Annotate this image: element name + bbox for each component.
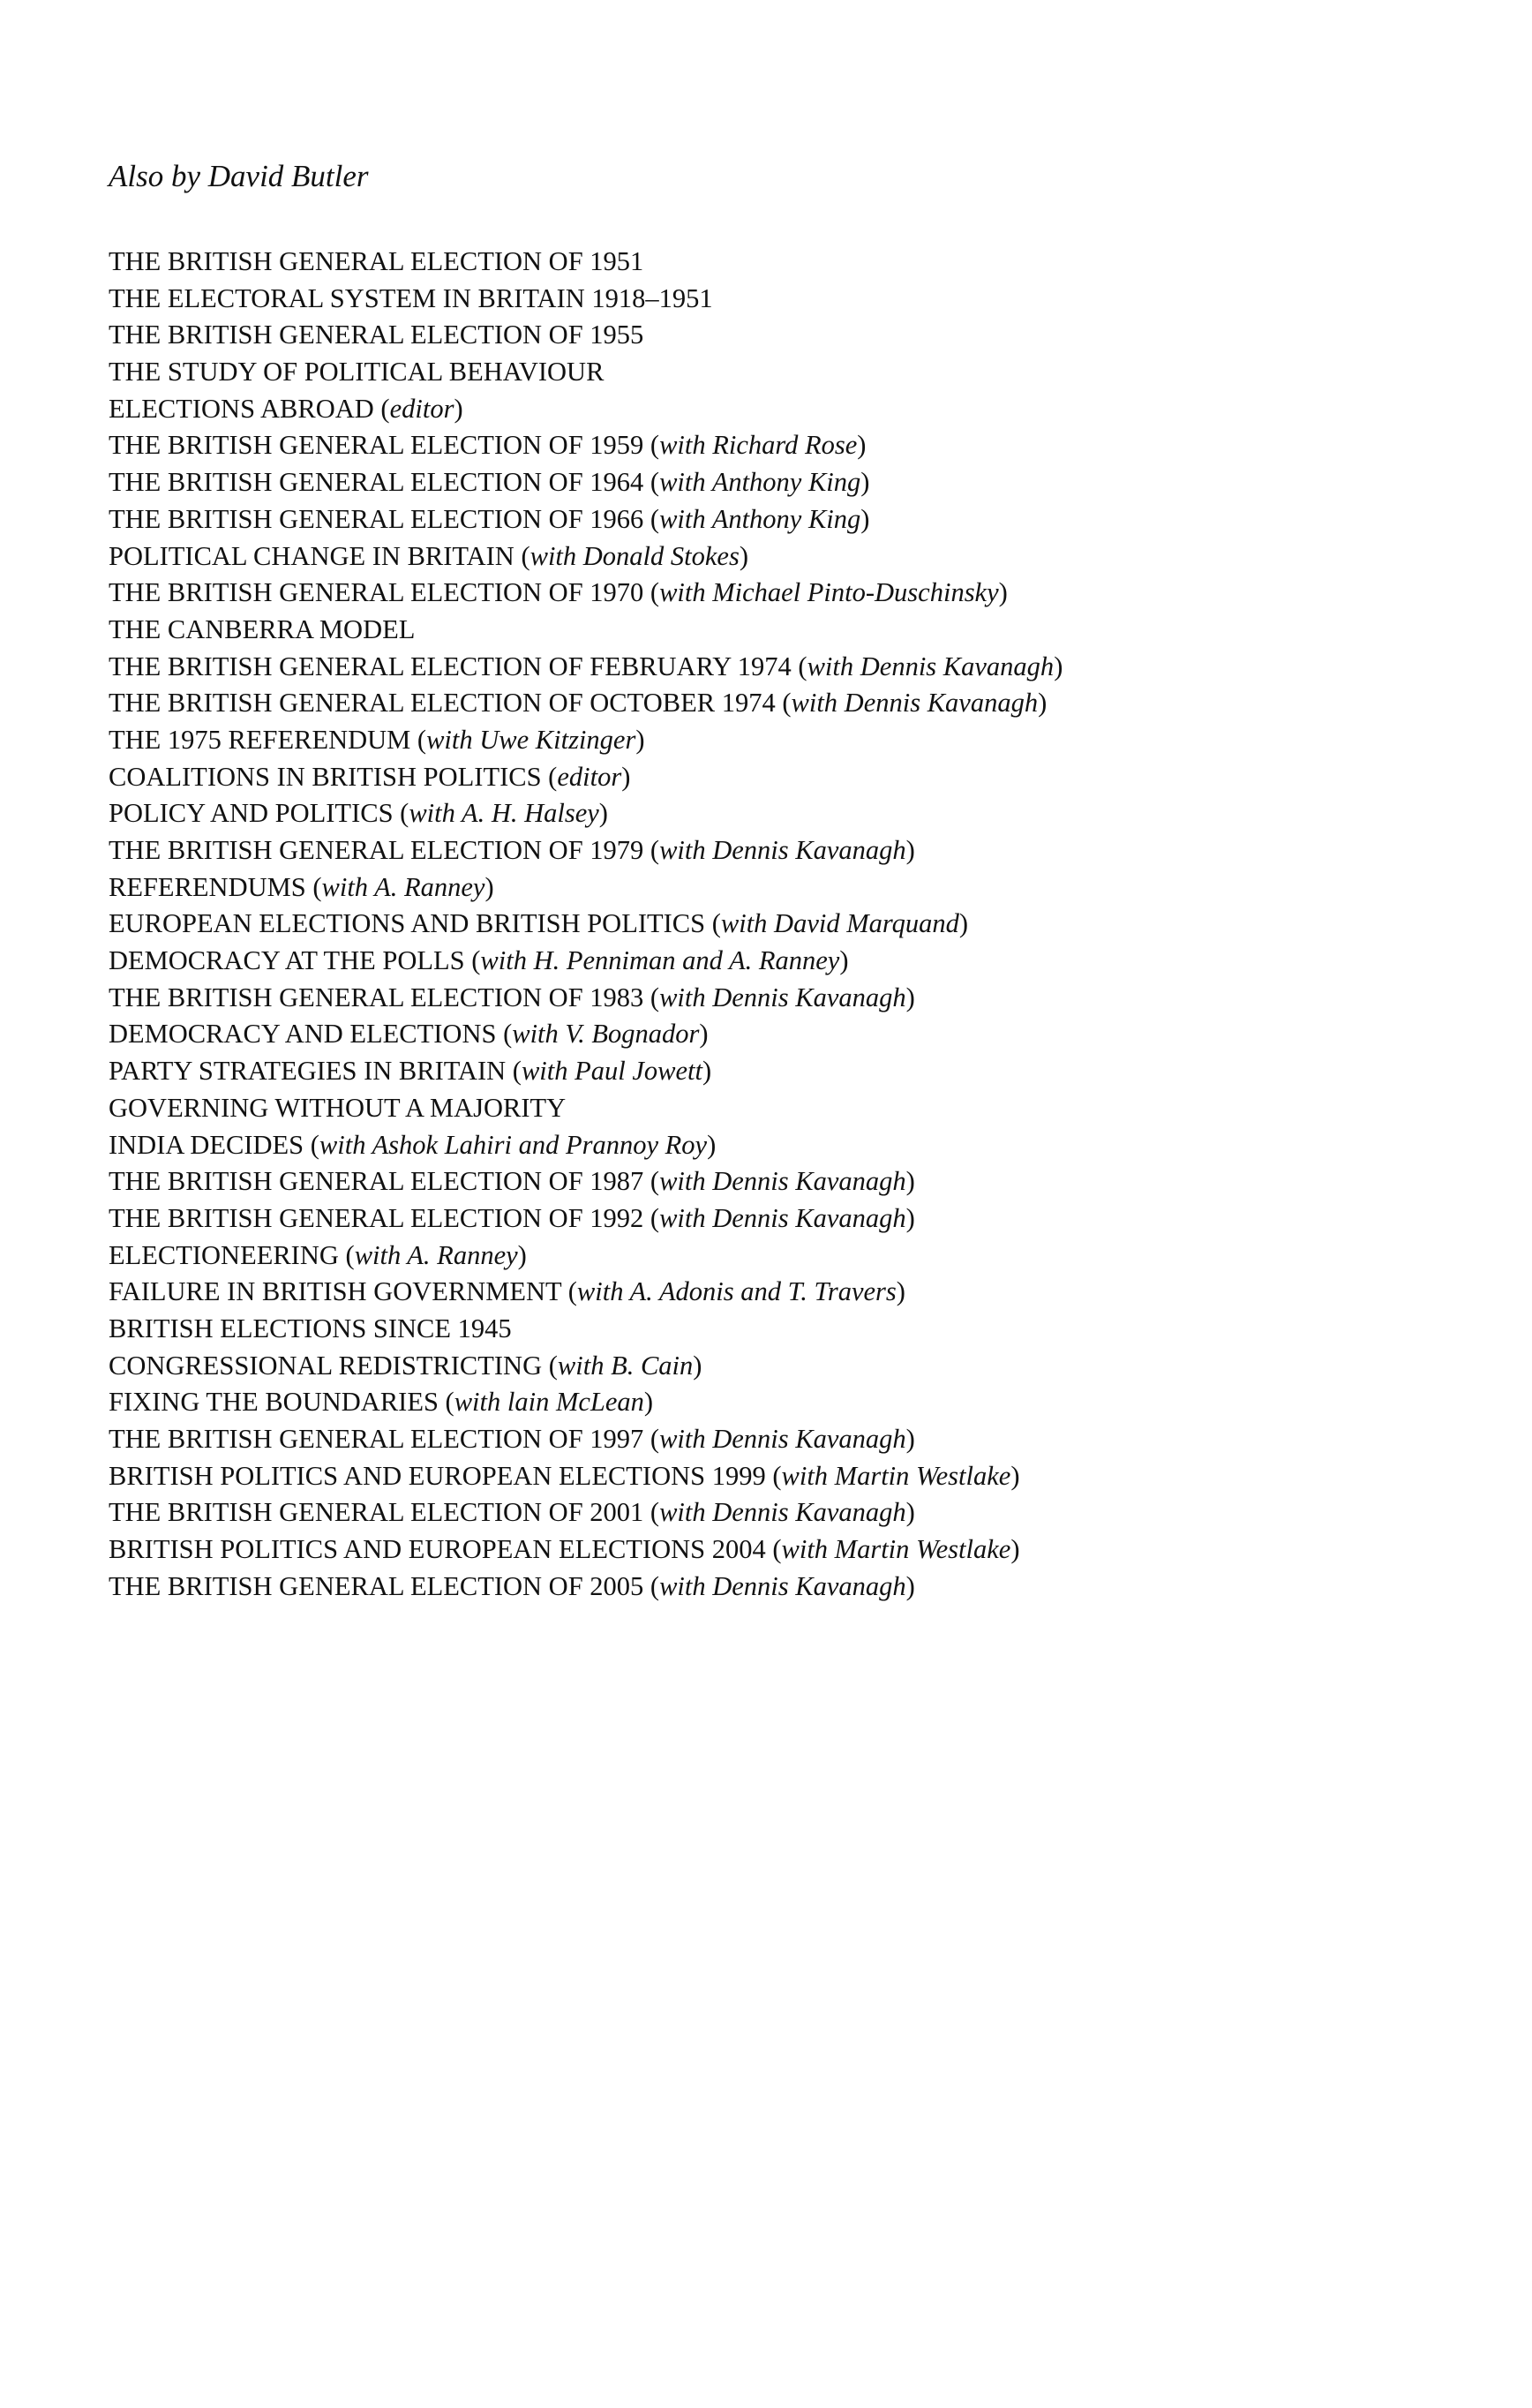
book-title: ELECTIONS ABROAD xyxy=(109,393,374,424)
book-item: THE BRITISH GENERAL ELECTION OF 1987 (with Dennis Kavanagh) xyxy=(109,1166,915,1197)
book-item xyxy=(109,281,1063,318)
book-title: THE BRITISH GENERAL ELECTION OF 1959 xyxy=(109,430,644,461)
book-collaborator-note: with Uwe Kitzinger xyxy=(426,724,636,755)
book-item: THE BRITISH GENERAL ELECTION OF 1959 (with Richard Rose) xyxy=(109,430,867,461)
book-title: THE BRITISH GENERAL ELECTION OF 1987 xyxy=(109,1166,644,1197)
book-collaborator-note: with V. Bognador xyxy=(512,1019,700,1050)
book-collaborator-note: with Dennis Kavanagh xyxy=(659,1202,906,1233)
book-collaborator-note: with Dennis Kavanagh xyxy=(659,1166,906,1197)
book-title: INDIA DECIDES xyxy=(109,1129,304,1160)
book-collaborator-note: with Richard Rose xyxy=(659,430,858,461)
book-title: THE BRITISH GENERAL ELECTION OF OCTOBER 1974 xyxy=(109,688,776,719)
book-collaborator-note: with Martin Westlake xyxy=(781,1460,1011,1491)
book-collaborator-note: with Dennis Kavanagh xyxy=(659,1497,906,1528)
book-title: THE BRITISH GENERAL ELECTION OF FEBRUARY 1974 xyxy=(109,651,792,681)
book-title: DEMOCRACY AND ELECTIONS xyxy=(109,1019,497,1050)
book-title: THE BRITISH GENERAL ELECTION OF 1979 xyxy=(109,835,644,865)
book-title: PARTY STRATEGIES IN BRITAIN xyxy=(109,1056,507,1087)
book-item: THE BRITISH GENERAL ELECTION OF 2001 (with Dennis Kavanagh) xyxy=(109,1497,915,1528)
book-collaborator-note: with Anthony King xyxy=(659,467,861,498)
book-item: THE BRITISH GENERAL ELECTION OF 1966 (with Anthony King) xyxy=(109,503,870,534)
book-collaborator-note: with Anthony King xyxy=(659,503,861,534)
book-item: POLICY AND POLITICS (with A. H. Halsey) xyxy=(109,798,608,829)
book-title: THE BRITISH GENERAL ELECTION OF 2001 xyxy=(109,1497,644,1528)
book-title: COALITIONS IN BRITISH POLITICS xyxy=(109,761,542,792)
book-item: DEMOCRACY AT THE POLLS (with H. Penniman and A. Ranney) xyxy=(109,945,849,976)
book-title: FIXING THE BOUNDARIES xyxy=(109,1387,439,1418)
book-title: BRITISH POLITICS AND EUROPEAN ELECTIONS 2004 xyxy=(109,1534,766,1565)
book-title: THE BRITISH GENERAL ELECTION OF 1955 xyxy=(109,320,644,350)
book-collaborator-note: with Dennis Kavanagh xyxy=(659,982,906,1012)
book-item: COALITIONS IN BRITISH POLITICS (editor) xyxy=(109,761,631,792)
book-collaborator-note: with David Marquand xyxy=(720,908,959,939)
book-collaborator-note: with Dennis Kavanagh xyxy=(807,651,1055,681)
book-item: THE BRITISH GENERAL ELECTION OF 1964 (with Anthony King) xyxy=(109,467,870,498)
book-item: INDIA DECIDES (with Ashok Lahiri and Prannoy Roy) xyxy=(109,1129,717,1160)
book-collaborator-note: with Donald Stokes xyxy=(529,540,740,571)
book-item: DEMOCRACY AND ELECTIONS (with V. Bognador) xyxy=(109,1019,709,1050)
book-item: THE BRITISH GENERAL ELECTION OF 1997 (with Dennis Kavanagh) xyxy=(109,1424,915,1454)
book-title: THE CANBERRA MODEL xyxy=(109,613,416,644)
book-collaborator-note: with Ashok Lahiri and Prannoy Roy xyxy=(319,1129,708,1160)
book-title: THE BRITISH GENERAL ELECTION OF 1992 xyxy=(109,1202,644,1233)
book-collaborator-note: with Martin Westlake xyxy=(781,1534,1011,1565)
book-item: FAILURE IN BRITISH GOVERNMENT (with A. Adonis and T. Travers) xyxy=(109,1276,905,1307)
book-item: THE BRITISH GENERAL ELECTION OF 2005 (with Dennis Kavanagh) xyxy=(109,1570,915,1601)
book-title: POLICY AND POLITICS xyxy=(109,798,394,829)
book-collaborator-note: with A. Adonis and T. Travers xyxy=(576,1276,897,1307)
book-collaborator-note: with H. Penniman and A. Ranney xyxy=(480,945,840,976)
book-title: THE BRITISH GENERAL ELECTION OF 1970 xyxy=(109,577,644,608)
book-title: REFERENDUMS xyxy=(109,871,306,902)
book-title: DEMOCRACY AT THE POLLS xyxy=(109,945,465,976)
book-item: PARTY STRATEGIES IN BRITAIN (with Paul Jowett) xyxy=(109,1056,712,1087)
book-item xyxy=(109,244,1063,281)
book-title: FAILURE IN BRITISH GOVERNMENT xyxy=(109,1276,562,1307)
book-title: EUROPEAN ELECTIONS AND BRITISH POLITICS xyxy=(109,908,706,939)
book-title: THE STUDY OF POLITICAL BEHAVIOUR xyxy=(109,357,605,388)
book-title: GOVERNING WITHOUT A MAJORITY xyxy=(109,1092,567,1123)
book-item: BRITISH POLITICS AND EUROPEAN ELECTIONS 2004 (with Martin Westlake) xyxy=(109,1534,1020,1565)
book-title: BRITISH POLITICS AND EUROPEAN ELECTIONS 1999 xyxy=(109,1460,766,1491)
book-title: POLITICAL CHANGE IN BRITAIN xyxy=(109,540,514,571)
book-title: THE 1975 REFERENDUM xyxy=(109,724,411,755)
book-item: POLITICAL CHANGE IN BRITAIN (with Donald Stokes) xyxy=(109,540,748,571)
book-title: THE BRITISH GENERAL ELECTION OF 1966 xyxy=(109,503,644,534)
book-title: BRITISH ELECTIONS SINCE 1945 xyxy=(109,1313,512,1343)
book-title: ELECTIONEERING xyxy=(109,1239,339,1270)
book-collaborator-note: with A. H. Halsey xyxy=(409,798,599,829)
book-collaborator-note: with Dennis Kavanagh xyxy=(791,688,1039,719)
book-item xyxy=(109,354,1063,391)
book-title: THE BRITISH GENERAL ELECTION OF 1951 xyxy=(109,246,644,276)
book-collaborator-note: with A. Ranney xyxy=(354,1239,518,1270)
book-title: THE BRITISH GENERAL ELECTION OF 2005 xyxy=(109,1570,644,1601)
book-title: THE ELECTORAL SYSTEM IN BRITAIN 1918–1951 xyxy=(109,282,713,313)
book-item: THE BRITISH GENERAL ELECTION OF FEBRUARY 1974 (with Dennis Kavanagh) xyxy=(109,651,1063,681)
book-collaborator-note: editor xyxy=(389,393,454,424)
book-item: THE BRITISH GENERAL ELECTION OF OCTOBER 1974 (with Dennis Kavanagh) xyxy=(109,688,1048,719)
book-item: THE BRITISH GENERAL ELECTION OF 1992 (with Dennis Kavanagh) xyxy=(109,1202,915,1233)
book-collaborator-note: with Dennis Kavanagh xyxy=(659,1570,906,1601)
book-collaborator-note: editor xyxy=(557,761,622,792)
book-item: THE BRITISH GENERAL ELECTION OF 1983 (with Dennis Kavanagh) xyxy=(109,982,915,1012)
book-item: ELECTIONS ABROAD (editor) xyxy=(109,393,463,424)
book-collaborator-note: with Paul Jowett xyxy=(521,1056,702,1087)
book-item xyxy=(109,1311,1063,1348)
book-title: THE BRITISH GENERAL ELECTION OF 1964 xyxy=(109,467,644,498)
book-title: CONGRESSIONAL REDISTRICTING xyxy=(109,1350,543,1381)
book-item: FIXING THE BOUNDARIES (with lain McLean) xyxy=(109,1387,654,1418)
page-heading: Also by David Butler xyxy=(109,159,369,193)
book-collaborator-note: with Michael Pinto-Duschinsky xyxy=(659,577,999,608)
book-item: THE BRITISH GENERAL ELECTION OF 1979 (with Dennis Kavanagh) xyxy=(109,835,915,865)
book-item xyxy=(109,612,1063,649)
book-item: BRITISH POLITICS AND EUROPEAN ELECTIONS 1999 (with Martin Westlake) xyxy=(109,1460,1020,1491)
book-collaborator-note: with A. Ranney xyxy=(321,871,485,902)
book-item: ELECTIONEERING (with A. Ranney) xyxy=(109,1239,527,1270)
book-collaborator-note: with lain McLean xyxy=(454,1387,644,1418)
book-collaborator-note: with B. Cain xyxy=(557,1350,694,1381)
book-item xyxy=(109,1090,1063,1127)
book-collaborator-note: with Dennis Kavanagh xyxy=(659,1424,906,1454)
book-item: EUROPEAN ELECTIONS AND BRITISH POLITICS (with David Marquand) xyxy=(109,908,969,939)
book-item: THE 1975 REFERENDUM (with Uwe Kitzinger) xyxy=(109,724,645,755)
book-title: THE BRITISH GENERAL ELECTION OF 1997 xyxy=(109,1424,644,1454)
book-collaborator-note: with Dennis Kavanagh xyxy=(659,835,906,865)
book-item: CONGRESSIONAL REDISTRICTING (with B. Cain) xyxy=(109,1350,702,1381)
book-title: THE BRITISH GENERAL ELECTION OF 1983 xyxy=(109,982,644,1012)
book-item: THE BRITISH GENERAL ELECTION OF 1970 (with Michael Pinto-Duschinsky) xyxy=(109,577,1008,608)
book-item xyxy=(109,317,1063,354)
book-list xyxy=(109,244,1063,1605)
book-item: REFERENDUMS (with A. Ranney) xyxy=(109,871,494,902)
